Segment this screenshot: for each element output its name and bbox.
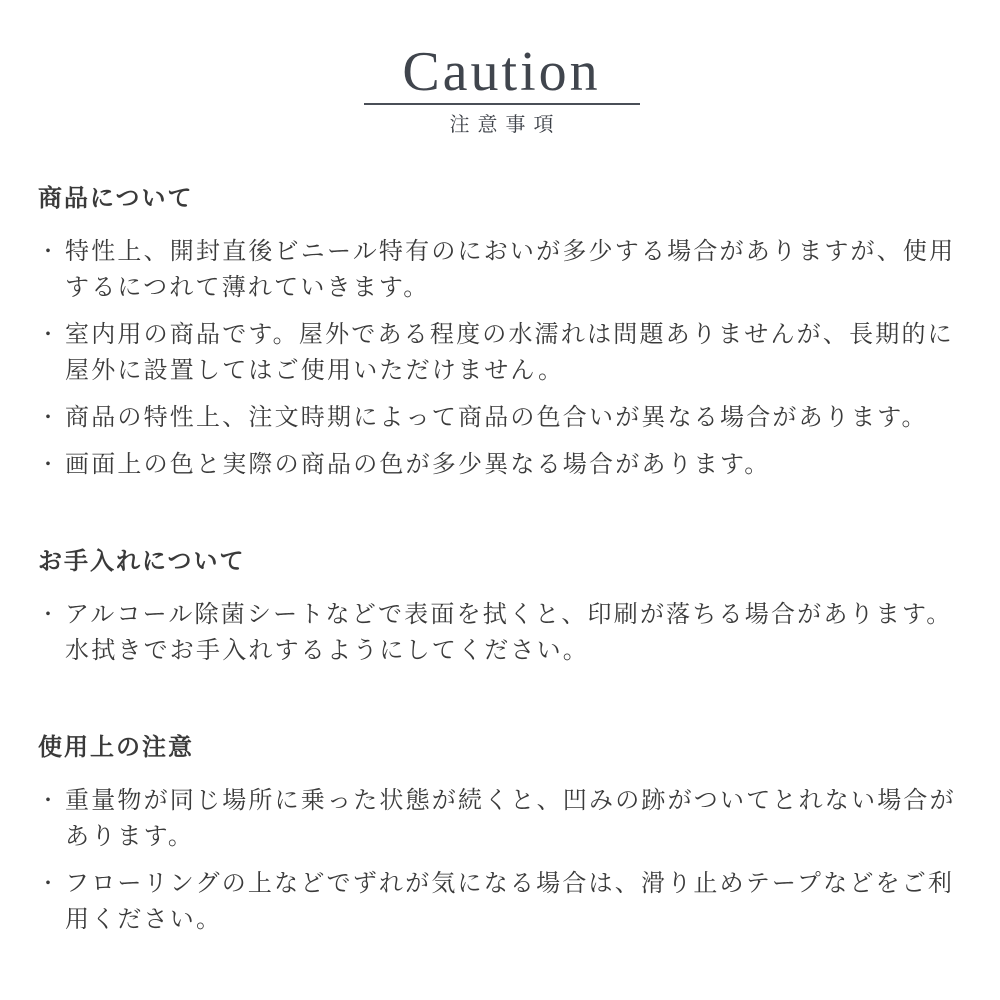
page-subtitle: 注意事項 xyxy=(449,114,562,136)
section-item-list xyxy=(38,597,965,669)
list-item-text: 特性上、開封直後ビニール特有のにおいが多少する場合がありますが、使用するにつれて薄れていきます。 xyxy=(65,238,956,301)
bullet-dot-icon: ・ xyxy=(38,873,61,895)
list-item xyxy=(38,783,965,855)
bullet-dot-icon: ・ xyxy=(38,241,61,263)
list-item-text: 重量物が同じ場所に乗った状態が続くと、凹みの跡がついてとれない場合があります。 xyxy=(65,787,956,850)
caution-sections xyxy=(38,184,965,938)
section-heading: 商品について xyxy=(38,185,194,212)
list-item-text: アルコール除菌シートなどで表面を拭くと、印刷が落ちる場合があります。水拭きでお手入れするようにしてください。 xyxy=(65,601,953,664)
bullet-dot-icon: ・ xyxy=(38,454,61,476)
list-item xyxy=(38,447,965,483)
section-item-list xyxy=(38,783,965,938)
page-title: Caution xyxy=(402,41,601,103)
list-item xyxy=(38,597,965,669)
bullet-dot-icon: ・ xyxy=(38,407,61,429)
list-item xyxy=(38,234,965,306)
caution-section xyxy=(38,184,965,483)
list-item xyxy=(38,317,965,389)
bullet-dot-icon: ・ xyxy=(38,604,61,626)
bullet-dot-icon: ・ xyxy=(38,324,61,346)
caution-section xyxy=(38,733,965,938)
list-item xyxy=(38,866,965,938)
list-item-text: 商品の特性上、注文時期によって商品の色合いが異なる場合があります。 xyxy=(65,404,928,431)
list-item-text: フローリングの上などでずれが気になる場合は、滑り止めテープなどをご利用ください。 xyxy=(65,870,955,933)
page-header xyxy=(38,41,965,136)
list-item-text: 画面上の色と実際の商品の色が多少異なる場合があります。 xyxy=(65,451,771,478)
list-item xyxy=(38,400,965,436)
list-item-text: 室内用の商品です。屋外である程度の水濡れは問題ありませんが、長期的に屋外に設置してはご使用いただけません。 xyxy=(65,321,954,384)
section-heading: お手入れについて xyxy=(38,548,246,575)
bullet-dot-icon: ・ xyxy=(38,790,61,812)
section-item-list xyxy=(38,234,965,483)
caution-section xyxy=(38,547,965,669)
title-underline xyxy=(364,103,640,105)
section-heading: 使用上の注意 xyxy=(38,734,194,761)
